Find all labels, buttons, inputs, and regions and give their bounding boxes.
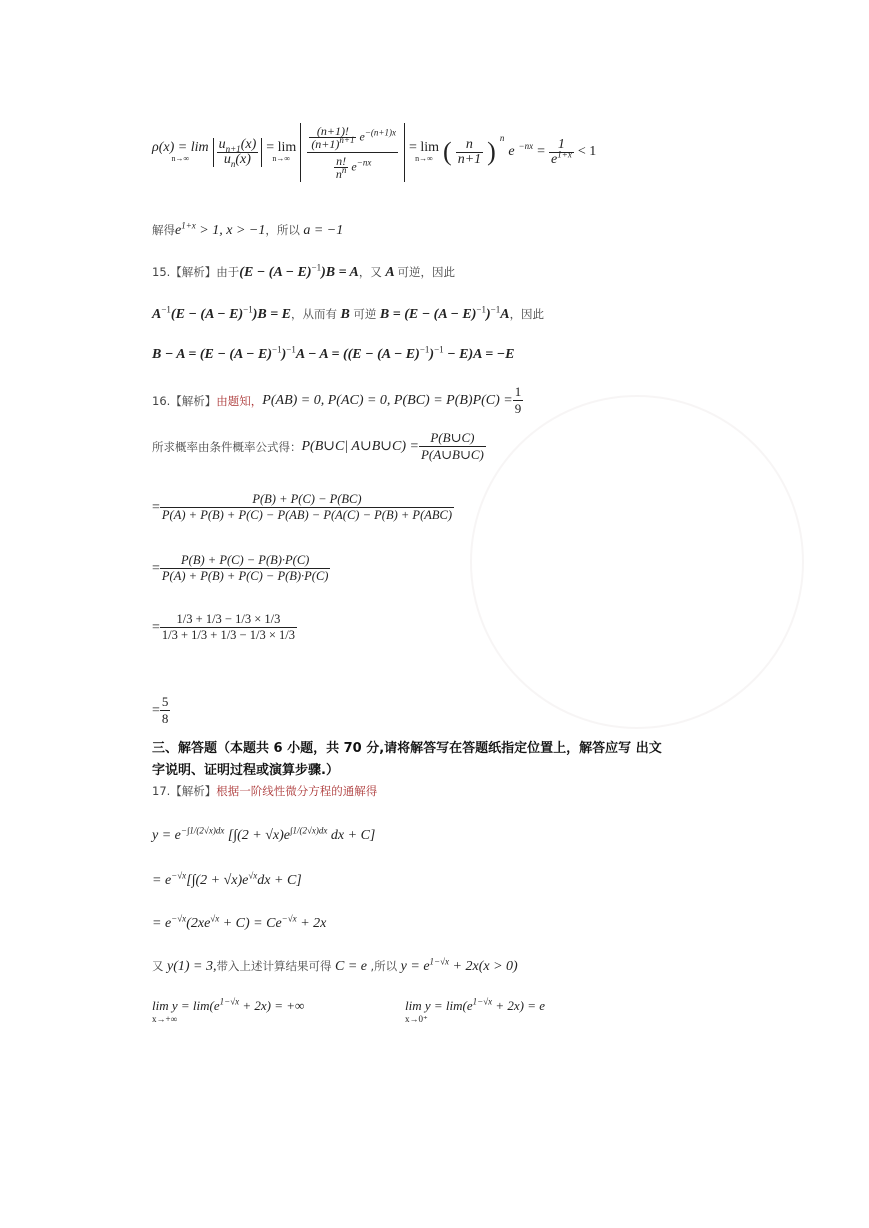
rho-lim: ρ(x) = lim n→∞ xyxy=(152,140,209,163)
problem-16-result: = $\frac{5}{8}$ xyxy=(152,694,169,726)
problem-16-line1: 16.【解析】 由题知， P(AB) = 0, P(AC) = 0, P(BC) = P(B)P(C) = $\frac{1}{9}$ xyxy=(152,384,522,416)
problem-16-step2: = $\frac{P(B) + P(C) - P(B)\cdot P(C)}{P(A) + P(B) + P(C) - P(B)\cdot P(C)}$ xyxy=(152,553,329,583)
problem-16-line2: 所求概率由条件概率公式得： P(B∪C| A∪B∪C) = $\frac{P(B\cup C)}{P(A\cup B\cup C)}$ xyxy=(152,430,484,462)
problem-17-line2: = $e^{-√x}[\int(2 + √x)e^{√x}dx + C]$ xyxy=(152,870,302,888)
problem-15-line3: $B - A = (E - (A - E)^{-1})^{-1}A - A = ((E - (A - E)^{-1})^{-1} - E)A = -E$ xyxy=(152,344,515,362)
rho-limit-equation: ρ(x) = lim n→∞ $\frac{u_{n+1}(x)}{u_n(x)}$ = lim n→∞ $\frac{(n+1)!}{(n+1)^{n+1}}$ $e^{-(n+1)x}$ $\frac{n!}{n^n}$ $e^{-nx}$ = lim n→∞ ( $\frac{n}{n+1}$ ) $^n$ e $^{-nx}$ = $\frac{1}{e^{1+x}}$ < 1 xyxy=(152,123,597,181)
problem-17-line3: = $e^{-√x}(2xe^{√x} + C) = Ce^{-√x} + 2x$ xyxy=(152,913,327,931)
rho-lim-3: = lim n→∞ xyxy=(408,140,440,163)
problem-17-line1: $y = e^{-\int 1/(2√x)dx}$ [$\int(2 + √x)e^{\int 1/(2√x)dx}$ dx + C] xyxy=(152,825,376,843)
rho-big-ratio: $\frac{(n+1)!}{(n+1)^{n+1}}$ $e^{-(n+1)x}$ $\frac{n!}{n^n}$ $e^{-nx}$ xyxy=(300,123,405,182)
problem-15-line2: $A^{-1}(E - (A - E)^{-1})B = E$，从而有 B 可逆 $B = (E - (A - E)^{-1})^{-1}A$，因此 xyxy=(152,304,545,322)
solve-line: 解得$e^{1+x} > 1$, x > −1，所以 a = −1 xyxy=(152,220,344,238)
problem-15-line1: 15.【解析】由于$(E - (A - E)^{-1})B = A$，又 A 可逆，因此 xyxy=(152,262,455,280)
problem-17-line4: 又 y(1) = 3,带入上述计算结果可得 C = e ,所以 $y = e^{1-√x} + 2x(x > 0)$ xyxy=(152,956,518,974)
rho-paren: ( xyxy=(443,137,452,166)
watermark-circle xyxy=(470,395,804,729)
rho-ratio: $\frac{u_{n+1}(x)}{u_n(x)}$ xyxy=(213,138,263,167)
problem-17-line6: $\lim y = \lim(e^{1-√x} + 2x) = e$ x→0⁺ xyxy=(405,996,546,1024)
problem-16-step1: = $\frac{P(B) + P(C) - P(BC)}{\text{P(A) + P(B) + P(C) − P(AB) − P(A(C) − P(B) + P(ABC)}}$ xyxy=(152,492,453,522)
problem-17-intro: 17.【解析】根据一阶线性微分方程的通解得 xyxy=(152,784,378,798)
rho-lim-2: = lim n→∞ xyxy=(266,140,297,163)
problem-17-line5: $\lim y = \lim(e^{1-√x} + 2x)$ = +∞ x→+∞ xyxy=(152,996,305,1024)
problem-16-step3: = $\frac{1/3 + 1/3 - 1/3 \times 1/3}{1/3 + 1/3 + 1/3 - 1/3 \times 1/3}$ xyxy=(152,612,295,642)
section-3-heading: 三、解答题（本题共 6 小题，共 70 分,请将解答写在答题纸指定位置上，解答应写 出文 字说明、证明过程或演算步骤.） xyxy=(152,741,662,778)
